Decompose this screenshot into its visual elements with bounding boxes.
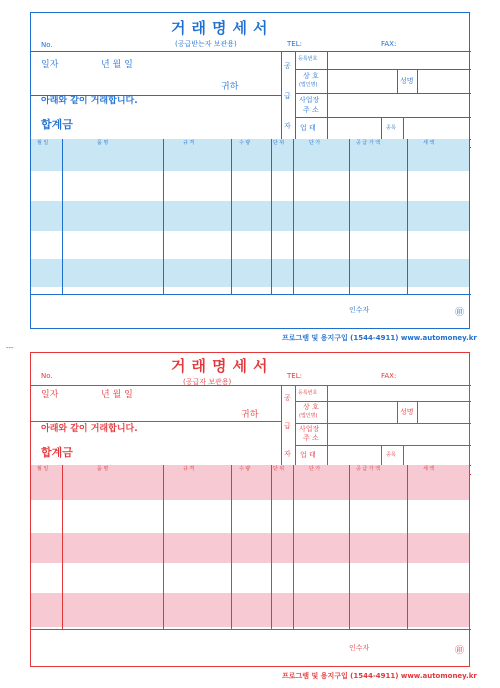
no-label: No. <box>41 41 53 49</box>
form-subtitle: (공급자 보관용) <box>183 378 232 386</box>
seal-mark-icon: ㊞ <box>455 646 465 656</box>
business-label: 업 태 <box>300 124 316 132</box>
supplier-vertical-1: 공 <box>284 62 291 70</box>
date-units: 년 월 일 <box>101 60 133 70</box>
recipient-suffix: 귀하 <box>241 410 259 420</box>
col-qty: 수 량 <box>239 466 251 472</box>
date-label: 일자 <box>41 390 59 400</box>
col-qty: 수 량 <box>239 140 251 146</box>
item-label: 종목 <box>386 452 396 458</box>
supplier-vertical-3: 자 <box>284 122 291 130</box>
company-label: 상 호 <box>303 72 319 80</box>
col-unit-price: 단 가 <box>309 140 321 146</box>
address-label-b: 주 소 <box>303 106 319 114</box>
col-date: 월 일 <box>37 140 49 146</box>
company-sub-label: (법인명) <box>299 82 318 88</box>
recipient-suffix: 귀하 <box>221 82 239 92</box>
col-item: 품 명 <box>97 466 109 472</box>
company-sub-label: (법인명) <box>299 413 318 419</box>
form-title: 거래명세서 <box>171 357 274 375</box>
supplier-vertical-2: 급 <box>284 92 291 100</box>
col-tax: 세 액 <box>423 140 435 146</box>
col-item: 품 명 <box>97 140 109 146</box>
col-supply-amount: 공 급 가 액 <box>356 140 381 146</box>
fax-label: FAX: <box>381 372 397 380</box>
reg-no-label: 등록번호 <box>298 56 318 62</box>
col-supply-amount: 공 급 가 액 <box>356 466 381 472</box>
company-label: 상 호 <box>303 403 319 411</box>
total-label: 합계금 <box>41 446 73 459</box>
footer-blue: 프로그램 및 용지구입 (1544-4911) www.automoney.kr <box>282 334 477 342</box>
statement-text: 아래와 같이 거래합니다. <box>41 96 138 106</box>
seal-mark-icon: ㊞ <box>455 308 465 318</box>
footer-red: 프로그램 및 용지구입 (1544-4911) www.automoney.kr <box>282 672 477 680</box>
invoice-form-recipient-copy <box>30 12 470 329</box>
fax-label: FAX: <box>381 40 397 48</box>
total-label: 합계금 <box>41 118 73 131</box>
col-unit: 단 위 <box>273 466 285 472</box>
business-label: 업 태 <box>300 451 316 459</box>
tel-label: TEL: <box>287 372 302 380</box>
no-label: No. <box>41 372 53 380</box>
form-subtitle: (공급받는자 보관용) <box>175 40 237 48</box>
item-label: 종목 <box>386 125 396 131</box>
date-units: 년 월 일 <box>101 390 133 400</box>
col-unit-price: 단 가 <box>309 466 321 472</box>
statement-text: 아래와 같이 거래합니다. <box>41 424 138 434</box>
invoice-form-supplier-copy <box>30 352 470 667</box>
supplier-vertical-1: 공 <box>284 394 291 402</box>
receiver-label: 인수자 <box>349 644 370 652</box>
col-spec: 규 격 <box>183 140 195 146</box>
col-tax: 세 액 <box>423 466 435 472</box>
date-label: 일자 <box>41 60 59 70</box>
col-spec: 규 격 <box>183 466 195 472</box>
col-date: 월 일 <box>37 466 49 472</box>
address-label-a: 사업장 <box>299 96 320 104</box>
rep-name-label: 성명 <box>400 408 414 416</box>
cut-line-mark: --- <box>6 344 14 352</box>
form-title: 거래명세서 <box>171 19 274 37</box>
reg-no-label: 등록번호 <box>298 390 318 396</box>
address-label-b: 주 소 <box>303 434 319 442</box>
supplier-vertical-2: 급 <box>284 422 291 430</box>
receiver-label: 인수자 <box>349 306 370 314</box>
address-label-a: 사업장 <box>299 425 320 433</box>
supplier-vertical-3: 자 <box>284 450 291 458</box>
col-unit: 단 위 <box>273 140 285 146</box>
tel-label: TEL: <box>287 40 302 48</box>
rep-name-label: 성명 <box>400 77 414 85</box>
